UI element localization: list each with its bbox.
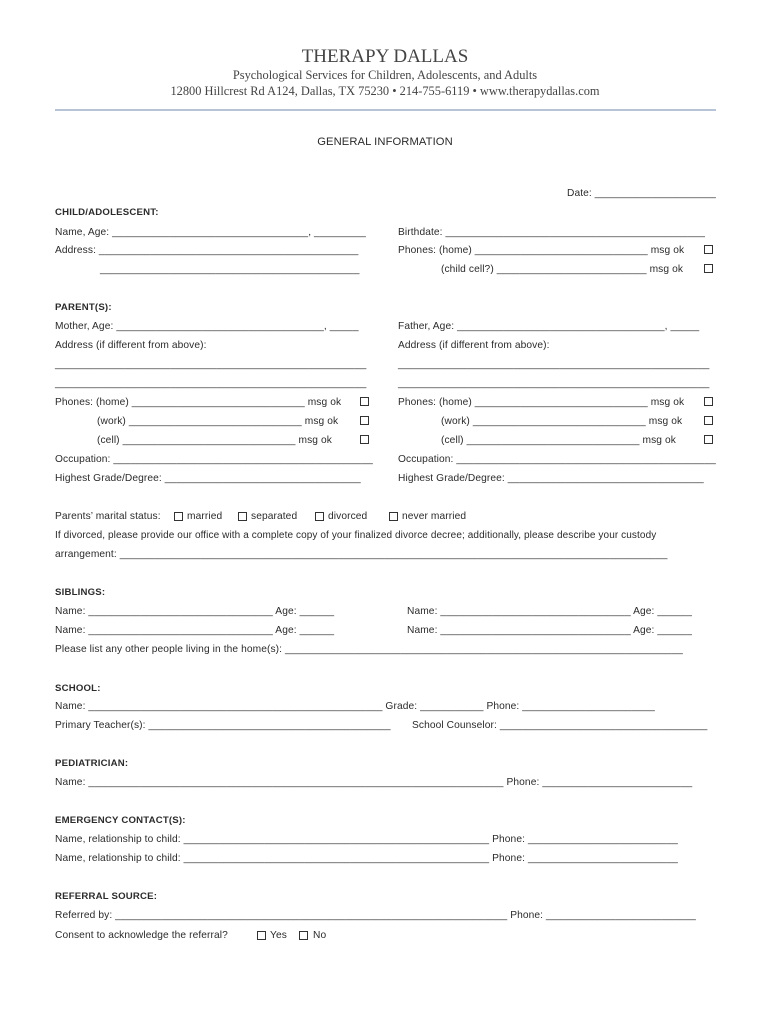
emergency-contact1-field[interactable]: Name, relationship to child: _____________________________________________________ Phone: __________________________ bbox=[55, 834, 678, 845]
father-age-field[interactable]: Father, Age: ____________________________________, _____ bbox=[398, 321, 700, 332]
father-address-label: Address (if different from above): bbox=[398, 340, 550, 351]
separated-checkbox[interactable] bbox=[238, 512, 247, 521]
father-address-line1[interactable]: ______________________________________________________ bbox=[398, 359, 710, 370]
separated-label: separated bbox=[251, 511, 298, 522]
section-heading-pediatrician: PEDIATRICIAN: bbox=[55, 758, 129, 769]
custody-arrangement-field[interactable]: arrangement: _______________________________________________________________________________________________ bbox=[55, 549, 668, 560]
mother-age-field[interactable]: Mother, Age: ____________________________________, _____ bbox=[55, 321, 359, 332]
page-title: THERAPY DALLAS bbox=[301, 46, 469, 67]
sibling4-name-age-field[interactable]: Name: _________________________________ Age: ______ bbox=[407, 625, 692, 636]
father-cell-msg-ok-checkbox[interactable] bbox=[704, 435, 713, 444]
section-heading-emergency: EMERGENCY CONTACT(S): bbox=[55, 815, 186, 826]
child-cell-msg-ok-checkbox[interactable] bbox=[704, 264, 713, 273]
consent-label: Consent to acknowledge the referral? bbox=[55, 930, 228, 941]
child-cell-field[interactable]: (child cell?) __________________________ msg ok bbox=[441, 264, 684, 275]
consent-yes-checkbox[interactable] bbox=[257, 931, 266, 940]
pediatrician-name-phone-field[interactable]: Name: ________________________________________________________________________ Phone: __________________________ bbox=[55, 777, 693, 788]
mother-occupation-field[interactable]: Occupation: _____________________________________________ bbox=[55, 454, 373, 465]
father-phone-cell-field[interactable]: (cell) ______________________________ msg ok bbox=[441, 435, 676, 446]
subtitle: Psychological Services for Children, Adolescents, and Adults bbox=[232, 68, 538, 82]
married-checkbox[interactable] bbox=[174, 512, 183, 521]
child-birthdate-field[interactable]: Birthdate: _____________________________________________ bbox=[398, 227, 705, 238]
school-name-grade-phone-field[interactable]: Name: ___________________________________________________ Grade: ___________ Phone: _______________________ bbox=[55, 701, 655, 712]
consent-no-checkbox[interactable] bbox=[299, 931, 308, 940]
mother-phone-home-field[interactable]: Phones: (home) ______________________________ msg ok bbox=[55, 397, 342, 408]
mother-address-line1[interactable]: ______________________________________________________ bbox=[55, 359, 367, 370]
never-married-checkbox[interactable] bbox=[389, 512, 398, 521]
section-heading-parents: PARENT(S): bbox=[55, 302, 112, 313]
father-phone-home-field[interactable]: Phones: (home) ______________________________ msg ok bbox=[398, 397, 685, 408]
father-highest-grade-field[interactable]: Highest Grade/Degree: __________________________________ bbox=[398, 473, 704, 484]
section-heading-child: CHILD/ADOLESCENT: bbox=[55, 207, 159, 218]
sibling2-name-age-field[interactable]: Name: _________________________________ Age: ______ bbox=[407, 606, 692, 617]
sibling3-name-age-field[interactable]: Name: ________________________________ Age: ______ bbox=[55, 625, 335, 636]
never-married-label: never married bbox=[402, 511, 467, 522]
section-heading-referral: REFERRAL SOURCE: bbox=[55, 891, 158, 902]
form-title: GENERAL INFORMATION bbox=[317, 136, 453, 148]
child-name-age-field[interactable]: Name, Age: __________________________________, _________ bbox=[55, 227, 366, 238]
child-home-msg-ok-checkbox[interactable] bbox=[704, 245, 713, 254]
divorced-checkbox[interactable] bbox=[315, 512, 324, 521]
father-home-msg-ok-checkbox[interactable] bbox=[704, 397, 713, 406]
primary-teacher-field[interactable]: Primary Teacher(s): __________________________________________ bbox=[55, 720, 391, 731]
header-rule bbox=[55, 109, 716, 111]
mother-highest-grade-field[interactable]: Highest Grade/Degree: __________________________________ bbox=[55, 473, 361, 484]
father-phone-work-field[interactable]: (work) ______________________________ msg ok bbox=[441, 416, 683, 427]
others-in-home-field[interactable]: Please list any other people living in the home(s): _____________________________________________________________________ bbox=[55, 644, 683, 655]
school-counselor-field[interactable]: School Counselor: ____________________________________ bbox=[412, 720, 708, 731]
mother-phone-cell-field[interactable]: (cell) ______________________________ msg ok bbox=[97, 435, 332, 446]
referred-by-field[interactable]: Referred by: ____________________________________________________________________ Phone: __________________________ bbox=[55, 910, 696, 921]
child-address-field[interactable]: Address: _____________________________________________ bbox=[55, 245, 359, 256]
father-work-msg-ok-checkbox[interactable] bbox=[704, 416, 713, 425]
section-heading-school: SCHOOL: bbox=[55, 683, 101, 694]
mother-phone-work-field[interactable]: (work) ______________________________ msg ok bbox=[97, 416, 339, 427]
consent-yes-label: Yes bbox=[270, 930, 287, 941]
married-label: married bbox=[187, 511, 223, 522]
mother-work-msg-ok-checkbox[interactable] bbox=[360, 416, 369, 425]
child-address-line2-field[interactable]: _____________________________________________ bbox=[100, 264, 360, 275]
marital-status-label: Parents’ marital status: bbox=[55, 511, 161, 522]
mother-cell-msg-ok-checkbox[interactable] bbox=[360, 435, 369, 444]
contact-address: 12800 Hillcrest Rd A124, Dallas, TX 75230 • 214-755-6119 • www.therapydallas.com bbox=[170, 84, 600, 98]
child-phone-home-field[interactable]: Phones: (home) ______________________________ msg ok bbox=[398, 245, 685, 256]
divorced-label: divorced bbox=[328, 511, 368, 522]
father-address-line2[interactable]: ______________________________________________________ bbox=[398, 378, 710, 389]
sibling1-name-age-field[interactable]: Name: ________________________________ Age: ______ bbox=[55, 606, 335, 617]
section-heading-siblings: SIBLINGS: bbox=[55, 587, 106, 598]
divorce-note: If divorced, please provide our office with a complete copy of your finalized divorce decree; additionally, please describe your custody bbox=[55, 530, 657, 541]
consent-no-label: No bbox=[313, 930, 327, 941]
mother-address-line2[interactable]: ______________________________________________________ bbox=[55, 378, 367, 389]
father-occupation-field[interactable]: Occupation: _____________________________________________ bbox=[398, 454, 716, 465]
mother-home-msg-ok-checkbox[interactable] bbox=[360, 397, 369, 406]
emergency-contact2-field[interactable]: Name, relationship to child: _____________________________________________________ Phone: __________________________ bbox=[55, 853, 678, 864]
date-field[interactable]: Date: _____________________ bbox=[567, 188, 716, 199]
mother-address-label: Address (if different from above): bbox=[55, 340, 207, 351]
